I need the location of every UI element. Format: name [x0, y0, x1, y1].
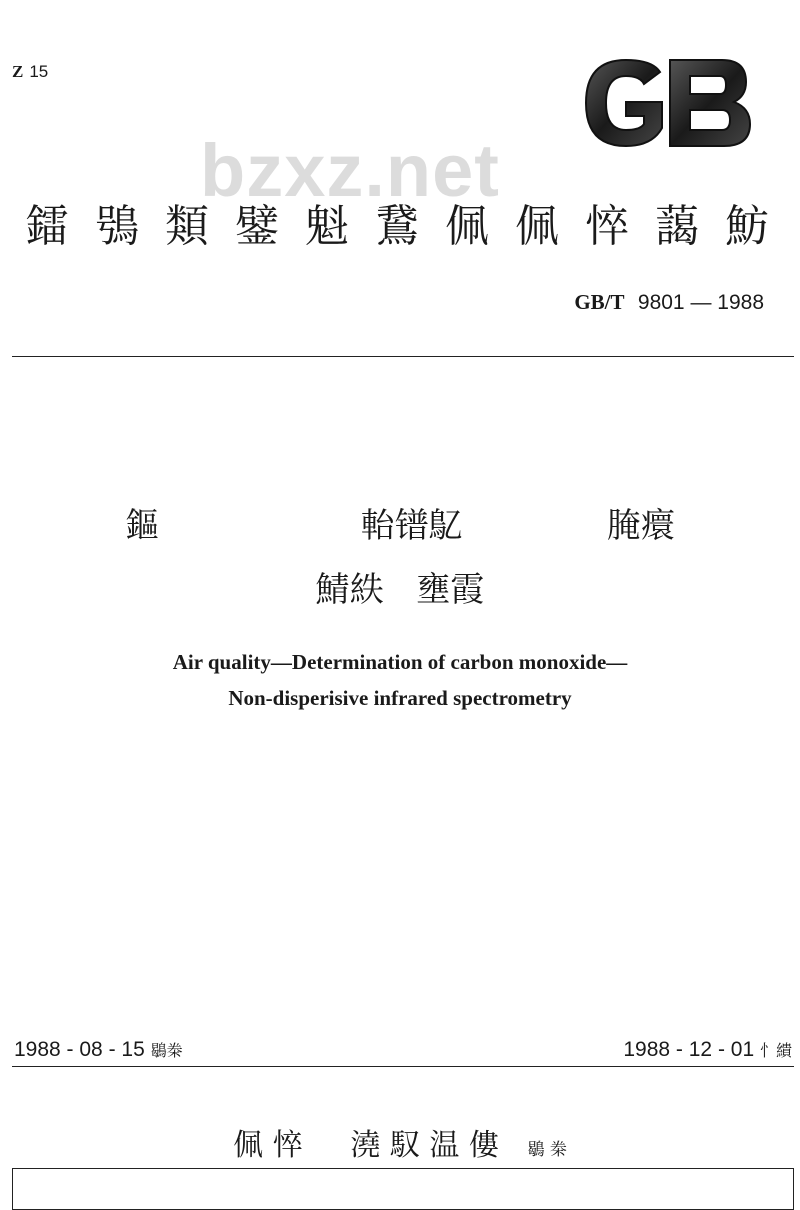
implementation-date: 1988 - 12 - 01 忄繢: [623, 1038, 792, 1061]
issue-date: 1988 - 08 - 15 鶡桊: [14, 1038, 183, 1061]
watermark: bzxz.net: [200, 129, 500, 212]
subject-title-en-line1: Air quality—Determination of carbon monoxide—: [172, 650, 628, 674]
subject-title-cn-line2: 鯖紩 壅霞: [315, 570, 485, 610]
standard-number: GB/T 9801 — 1988: [574, 290, 764, 314]
standard-type-title: 鐳 鴞 類 鐾 魁 鵞 佩 佩 悴 藹 魴: [25, 201, 775, 252]
top-divider: [12, 356, 794, 357]
subject-title-en-line2: Non-disperisive infrared spectrometry: [228, 686, 572, 710]
subject-title-cn-line1: 鏂 軩镨鳦 腌癏: [125, 506, 675, 546]
classification-code: Z 15: [12, 62, 49, 81]
publisher: 佩 悴 澆 馭 温 僂 鶡 桊: [233, 1128, 567, 1163]
gb-logo: [582, 58, 752, 148]
bottom-divider: [12, 1066, 794, 1067]
footer-box: [12, 1168, 794, 1210]
